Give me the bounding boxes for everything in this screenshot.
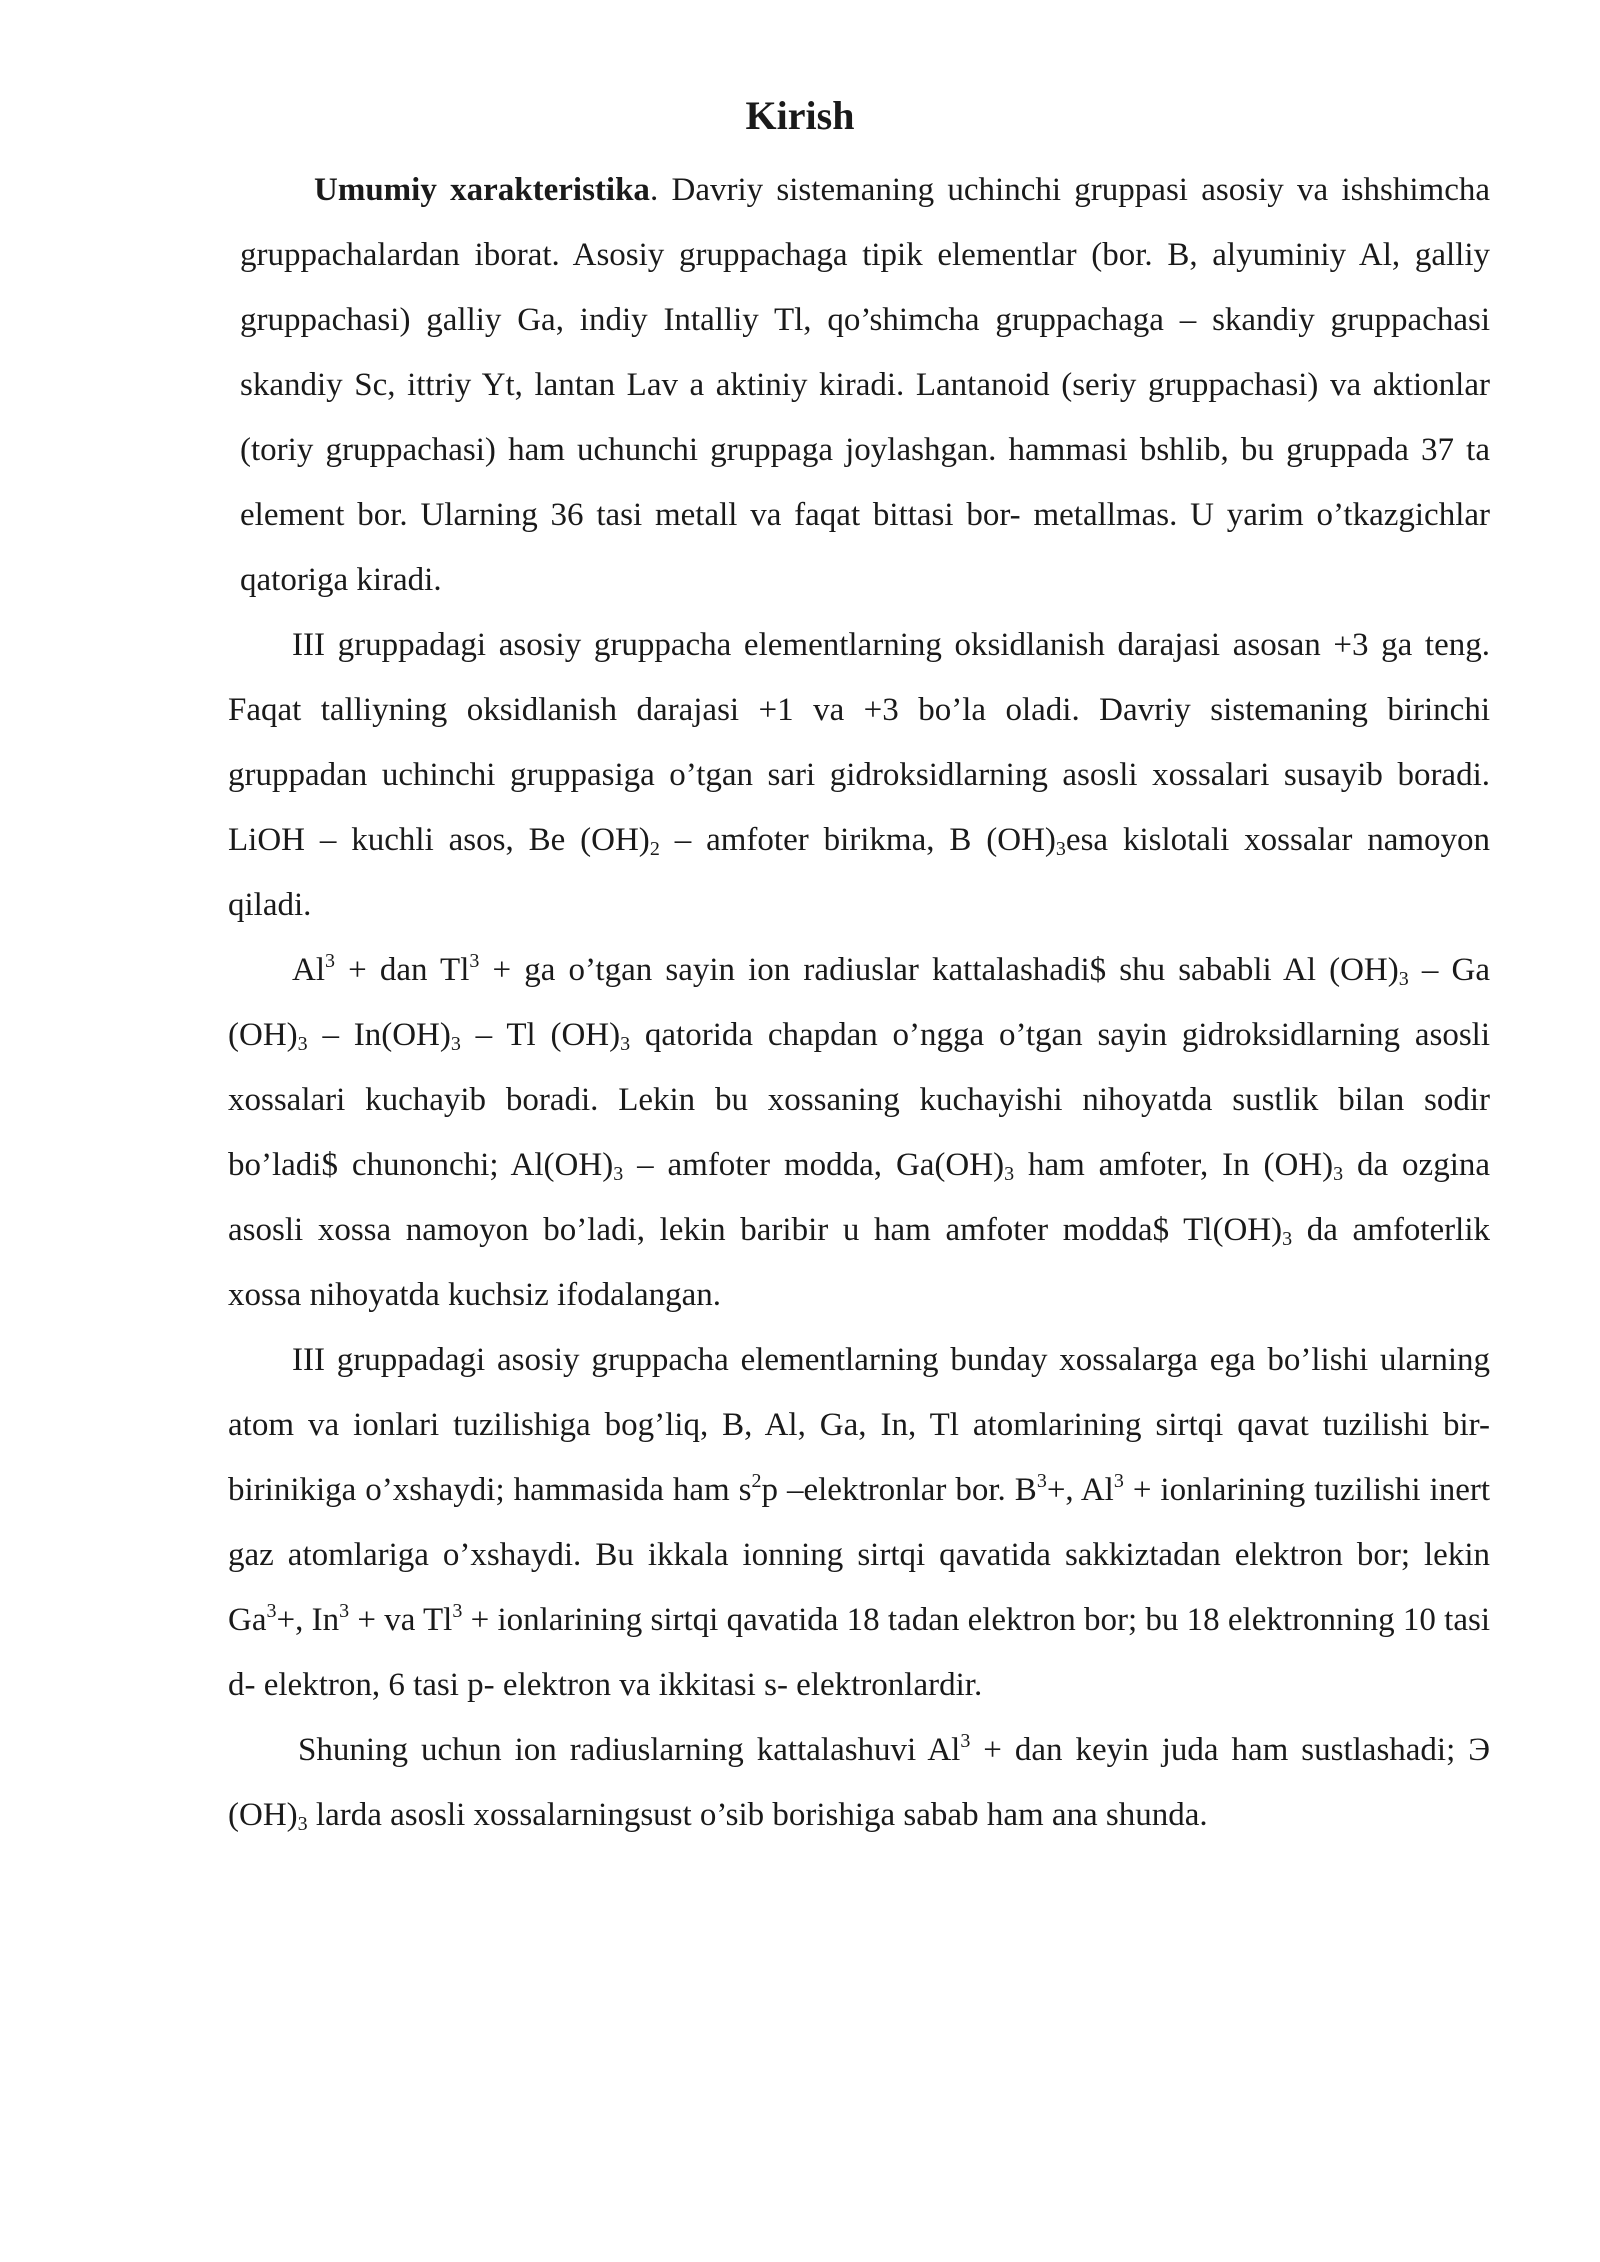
superscript: 3 <box>1113 1470 1124 1492</box>
text-run: qatorida chapdan o’ngga o’tgan sayin gidroksidlarning asosli xossalari kuchayib boradi. Lekin bu xossaning kuchayishi nihoyatda sustlik bilan sodir bo’ladi$ chunonchi; Al(OH) <box>228 1017 1491 1183</box>
subscript: 3 <box>1282 1228 1293 1250</box>
superscript: 3 <box>266 1600 277 1622</box>
paragraph-ion-radius <box>228 938 1490 1328</box>
subscript: 3 <box>620 1033 631 1055</box>
subscript: 3 <box>297 1033 308 1055</box>
paragraph-atom-structure <box>228 1328 1490 1718</box>
subscript: 3 <box>1398 968 1409 990</box>
superscript: 3 <box>1036 1470 1047 1492</box>
text-run: +, In <box>276 1602 340 1638</box>
subscript: 3 <box>1004 1163 1015 1185</box>
subscript: 3 <box>613 1163 624 1185</box>
text-run: + va Tl <box>349 1602 453 1638</box>
superscript: 3 <box>325 950 335 972</box>
text-run: Shuning uchun ion radiuslarning kattalashuvi Al <box>298 1732 961 1768</box>
text-run: – Ga (OH) <box>228 952 1490 1053</box>
text-run: – amfoter birikma, B (OH) <box>659 822 1056 858</box>
text-run: + dan keyin juda ham sustlashadi; Э (OH) <box>228 1732 1491 1833</box>
subscript: 3 <box>1055 838 1066 860</box>
paragraph-text: . Davriy sistemaning uchinchi gruppasi asosiy va ishshimcha gruppachalardan iborat. Asosiy gruppachaga tipik elementlar (bor. B, alyuminiy Al, galliy gruppachasi) galliy Ga, indiy Intalliy Tl, qo’shimcha gruppachaga – skandiy gruppachasi skandiy Sc, ittriy Yt, lantan Lav a aktiniy kiradi. Lantanoid (seriy gruppachasi) va aktionlar (toriy gruppachasi) ham uchunchi gruppaga joylashgan. hammasi bshlib, bu gruppada 37 ta element bor. Ularning 36 tasi metall va faqat bittasi bor- metallmas. U yarim o’tkazgichlar qatoriga kiradi. <box>240 172 1490 598</box>
text-run: esa kislotali xossalar namoyon qiladi. <box>228 822 1491 923</box>
subscript: 3 <box>450 1033 461 1055</box>
text-run: da amfoterlik xossa nihoyatda kuchsiz ifodalangan. <box>228 1212 1491 1313</box>
text-run: + ionlarining tuzilishi inert gaz atomlariga o’xshaydi. Bu ikkala ionning sirtqi qavatida sakkiztadan elektron bor; lekin Ga <box>228 1472 1490 1638</box>
text-run: III gruppadagi asosiy gruppacha elementlarning oksidlanish darajasi asosan +3 ga teng. Faqat talliyning oksidlanish darajasi +1 va +3 bo’la oladi. Davriy sistemaning birinchi gruppadan uchinchi gruppasiga o’tgan sari gidroksidlarning asosli xossalari susayib boradi. LiOH – kuchli asos, Be (OH) <box>228 627 1490 858</box>
document-body <box>228 158 1490 1848</box>
superscript: 3 <box>960 1730 971 1752</box>
text-run: – Tl (OH) <box>460 1017 621 1053</box>
paragraph-lead: Umumiy xarakteristika <box>314 172 650 208</box>
superscript: 3 <box>452 1600 463 1622</box>
paragraph-oxidation <box>228 613 1490 938</box>
subscript: 2 <box>649 838 660 860</box>
text-run: + ionlarining sirtqi qavatida 18 tadan elektron bor; bu 18 elektronning 10 tasi d- elektron, 6 tasi p- elektron va ikkitasi s- elektronlardir. <box>228 1602 1490 1703</box>
superscript: 3 <box>469 950 480 972</box>
paragraph-general-characteristics <box>228 158 1490 613</box>
paragraph-conclusion <box>228 1718 1490 1848</box>
text-run: larda asosli xossalarningsust o’sib borishiga sabab ham ana shunda. <box>307 1797 1208 1833</box>
text-run: p –elektronlar bor. B <box>761 1472 1037 1508</box>
text-run: + ga o’tgan sayin ion radiuslar kattalashadi$ shu sababli Al (OH) <box>479 952 1399 988</box>
text-run: – In(OH) <box>307 1017 451 1053</box>
text-run: III gruppadagi asosiy gruppacha elementlarning bunday xossalarga ega bo’lishi ularning atom va ionlari tuzilishiga bog’liq, B, Al, Ga, In, Tl atomlarining sirtqi qavat tuzilishi bir- birinikiga o’xshaydi; hammasida ham s <box>228 1342 1490 1508</box>
text-run: +, Al <box>1046 1472 1114 1508</box>
subscript: 3 <box>297 1813 308 1835</box>
text-run: – amfoter modda, Ga(OH) <box>623 1147 1005 1183</box>
subscript: 3 <box>1333 1163 1344 1185</box>
page-title: Kirish <box>745 93 855 138</box>
text-run: + dan Tl <box>335 952 470 988</box>
text-run: Al <box>292 952 325 988</box>
text-run: da ozgina asosli xossa namoyon bo’ladi, lekin baribir u ham amfoter modda$ Tl(OH) <box>228 1147 1491 1248</box>
superscript: 2 <box>751 1470 762 1492</box>
superscript: 3 <box>339 1600 350 1622</box>
text-run: ham amfoter, In (OH) <box>1014 1147 1334 1183</box>
